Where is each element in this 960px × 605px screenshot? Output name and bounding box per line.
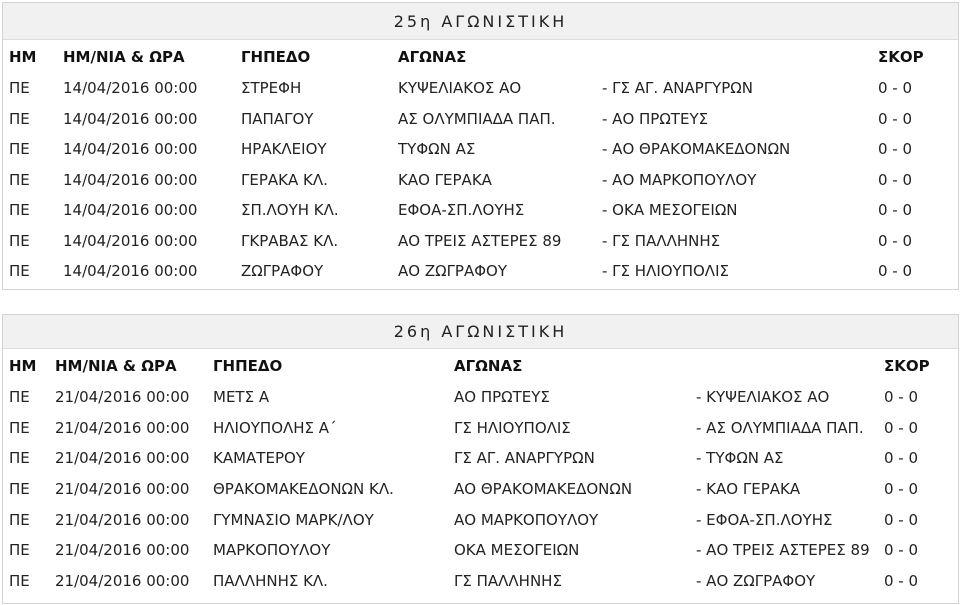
away-team-cell: - ΑΟ ΤΡΕΙΣ ΑΣΤΕΡΕΣ 89 bbox=[696, 541, 870, 560]
score-cell: 0 - 0 bbox=[884, 480, 919, 499]
datetime-cell: 14/04/2016 00:00 bbox=[63, 79, 198, 98]
venue-cell: ΗΛΙΟΥΠΟΛΗΣ Α΄ bbox=[213, 418, 337, 437]
score-cell: 0 - 0 bbox=[878, 79, 913, 98]
away-team-cell: - ΑΟ ΘΡΑΚΟΜΑΚΕΔΟΝΩΝ bbox=[602, 140, 791, 159]
table-header-row bbox=[3, 40, 956, 73]
day-cell: ΠΕ bbox=[9, 418, 30, 437]
away-team-cell: - ΕΦΟΑ-ΣΠ.ΛΟΥΗΣ bbox=[696, 510, 833, 529]
day-cell: ΠΕ bbox=[9, 201, 30, 220]
day-cell: ΠΕ bbox=[9, 140, 30, 159]
home-team-cell: ΟΚΑ ΜΕΣΟΓΕΙΩΝ bbox=[454, 541, 580, 560]
away-team-cell: - ΑΟ ΠΡΩΤΕΥΣ bbox=[602, 109, 709, 128]
header-day: ΗΜ bbox=[9, 356, 37, 375]
day-cell: ΠΕ bbox=[9, 79, 30, 98]
venue-cell: ΣΤΡΕΦΗ bbox=[241, 79, 302, 98]
datetime-cell: 21/04/2016 00:00 bbox=[55, 571, 190, 590]
venue-cell: ΓΕΡΑΚΑ ΚΛ. bbox=[241, 170, 328, 189]
datetime-cell: 21/04/2016 00:00 bbox=[55, 480, 190, 499]
header-datetime: ΗΜ/ΝΙΑ & ΩΡΑ bbox=[63, 47, 185, 66]
home-team-cell: ΑΟ ΤΡΕΙΣ ΑΣΤΕΡΕΣ 89 bbox=[398, 231, 562, 250]
day-cell: ΠΕ bbox=[9, 541, 30, 560]
venue-cell: ΚΑΜΑΤΕΡΟΥ bbox=[213, 449, 305, 468]
away-team-cell: - ΑΟ ΜΑΡΚΟΠΟΥΛΟΥ bbox=[602, 170, 757, 189]
home-team-cell: ΑΟ ΜΑΡΚΟΠΟΥΛΟΥ bbox=[454, 510, 599, 529]
datetime-cell: 14/04/2016 00:00 bbox=[63, 231, 198, 250]
away-team-cell: - ΚΥΨΕΛΙΑΚΟΣ ΑΟ bbox=[696, 388, 830, 407]
table-row bbox=[3, 256, 956, 287]
table-row bbox=[3, 382, 956, 413]
table-row bbox=[3, 195, 956, 226]
datetime-cell: 14/04/2016 00:00 bbox=[63, 262, 198, 281]
table-row bbox=[3, 165, 956, 196]
score-cell: 0 - 0 bbox=[884, 541, 919, 560]
header-score: ΣΚΟΡ bbox=[884, 356, 930, 375]
away-team-cell: - ΓΣ ΠΑΛΛΗΝΗΣ bbox=[602, 231, 721, 250]
header-datetime: ΗΜ/ΝΙΑ & ΩΡΑ bbox=[55, 356, 177, 375]
score-cell: 0 - 0 bbox=[884, 418, 919, 437]
away-team-cell: - ΓΣ ΑΓ. ΑΝΑΡΓΥΡΩΝ bbox=[602, 79, 753, 98]
home-team-cell: ΚΑΟ ΓΕΡΑΚΑ bbox=[398, 170, 492, 189]
day-cell: ΠΕ bbox=[9, 109, 30, 128]
venue-cell: ΠΑΛΛΗΝΗΣ ΚΛ. bbox=[213, 571, 328, 590]
header-match: ΑΓΩΝΑΣ bbox=[454, 356, 523, 375]
score-cell: 0 - 0 bbox=[878, 140, 913, 159]
fixtures-table bbox=[3, 40, 956, 287]
score-cell: 0 - 0 bbox=[878, 201, 913, 220]
round-title: 26η ΑΓΩΝΙΣΤΙΚΗ bbox=[3, 315, 958, 349]
venue-cell: ΜΕΤΣ Α bbox=[213, 388, 270, 407]
score-cell: 0 - 0 bbox=[884, 571, 919, 590]
venue-cell: ΓΚΡΑΒΑΣ ΚΛ. bbox=[241, 231, 339, 250]
home-team-cell: ΤΥΦΩΝ ΑΣ bbox=[398, 140, 476, 159]
home-team-cell: ΕΦΟΑ-ΣΠ.ΛΟΥΗΣ bbox=[398, 201, 525, 220]
table-row bbox=[3, 73, 956, 104]
venue-cell: ΗΡΑΚΛΕΙΟΥ bbox=[241, 140, 327, 159]
home-team-cell: ΓΣ ΑΓ. ΑΝΑΡΓΥΡΩΝ bbox=[454, 449, 595, 468]
home-team-cell: ΓΣ ΗΛΙΟΥΠΟΛΙΣ bbox=[454, 418, 571, 437]
table-header-row bbox=[3, 349, 956, 382]
datetime-cell: 14/04/2016 00:00 bbox=[63, 109, 198, 128]
datetime-cell: 14/04/2016 00:00 bbox=[63, 201, 198, 220]
datetime-cell: 21/04/2016 00:00 bbox=[55, 388, 190, 407]
table-row bbox=[3, 413, 956, 444]
venue-cell: ΖΩΓΡΑΦΟΥ bbox=[241, 262, 324, 281]
round-25-panel bbox=[2, 2, 959, 290]
round-title: 25η ΑΓΩΝΙΣΤΙΚΗ bbox=[3, 3, 958, 40]
round-26-panel bbox=[2, 314, 959, 604]
datetime-cell: 14/04/2016 00:00 bbox=[63, 170, 198, 189]
day-cell: ΠΕ bbox=[9, 480, 30, 499]
home-team-cell: ΚΥΨΕΛΙΑΚΟΣ ΑΟ bbox=[398, 79, 522, 98]
away-team-cell: - ΟΚΑ ΜΕΣΟΓΕΙΩΝ bbox=[602, 201, 738, 220]
datetime-cell: 21/04/2016 00:00 bbox=[55, 418, 190, 437]
venue-cell: ΣΠ.ΛΟΥΗ ΚΛ. bbox=[241, 201, 339, 220]
home-team-cell: ΑΣ ΟΛΥΜΠΙΑΔΑ ΠΑΠ. bbox=[398, 109, 556, 128]
venue-cell: ΘΡΑΚΟΜΑΚΕΔΟΝΩΝ ΚΛ. bbox=[213, 480, 394, 499]
table-row bbox=[3, 134, 956, 165]
home-team-cell: ΓΣ ΠΑΛΛΗΝΗΣ bbox=[454, 571, 562, 590]
score-cell: 0 - 0 bbox=[878, 231, 913, 250]
header-venue: ΓΗΠΕΔΟ bbox=[241, 47, 311, 66]
header-score: ΣΚΟΡ bbox=[878, 47, 924, 66]
day-cell: ΠΕ bbox=[9, 262, 30, 281]
datetime-cell: 21/04/2016 00:00 bbox=[55, 510, 190, 529]
datetime-cell: 14/04/2016 00:00 bbox=[63, 140, 198, 159]
table-row bbox=[3, 104, 956, 135]
score-cell: 0 - 0 bbox=[878, 170, 913, 189]
day-cell: ΠΕ bbox=[9, 449, 30, 468]
away-team-cell: - ΓΣ ΗΛΙΟΥΠΟΛΙΣ bbox=[602, 262, 729, 281]
day-cell: ΠΕ bbox=[9, 170, 30, 189]
fixtures-table bbox=[3, 349, 956, 596]
score-cell: 0 - 0 bbox=[884, 510, 919, 529]
score-cell: 0 - 0 bbox=[878, 262, 913, 281]
away-team-cell: - ΑΟ ΖΩΓΡΑΦΟΥ bbox=[696, 571, 816, 590]
table-row bbox=[3, 566, 956, 597]
venue-cell: ΓΥΜΝΑΣΙΟ ΜΑΡΚ/ΛΟΥ bbox=[213, 510, 374, 529]
table-row bbox=[3, 535, 956, 566]
table-row bbox=[3, 474, 956, 505]
header-away bbox=[696, 349, 884, 382]
header-venue: ΓΗΠΕΔΟ bbox=[213, 356, 283, 375]
day-cell: ΠΕ bbox=[9, 388, 30, 407]
venue-cell: ΜΑΡΚΟΠΟΥΛΟΥ bbox=[213, 541, 331, 560]
day-cell: ΠΕ bbox=[9, 510, 30, 529]
away-team-cell: - ΤΥΦΩΝ ΑΣ bbox=[696, 449, 784, 468]
score-cell: 0 - 0 bbox=[884, 449, 919, 468]
header-match: ΑΓΩΝΑΣ bbox=[398, 47, 467, 66]
day-cell: ΠΕ bbox=[9, 231, 30, 250]
home-team-cell: ΑΟ ΖΩΓΡΑΦΟΥ bbox=[398, 262, 508, 281]
datetime-cell: 21/04/2016 00:00 bbox=[55, 449, 190, 468]
day-cell: ΠΕ bbox=[9, 571, 30, 590]
home-team-cell: ΑΟ ΘΡΑΚΟΜΑΚΕΔΟΝΩΝ bbox=[454, 480, 633, 499]
score-cell: 0 - 0 bbox=[878, 109, 913, 128]
venue-cell: ΠΑΠΑΓΟΥ bbox=[241, 109, 314, 128]
table-row bbox=[3, 443, 956, 474]
away-team-cell: - ΚΑΟ ΓΕΡΑΚΑ bbox=[696, 480, 801, 499]
datetime-cell: 21/04/2016 00:00 bbox=[55, 541, 190, 560]
home-team-cell: ΑΟ ΠΡΩΤΕΥΣ bbox=[454, 388, 550, 407]
table-row bbox=[3, 504, 956, 535]
score-cell: 0 - 0 bbox=[884, 388, 919, 407]
header-away bbox=[602, 40, 878, 73]
table-row bbox=[3, 226, 956, 257]
away-team-cell: - ΑΣ ΟΛΥΜΠΙΑΔΑ ΠΑΠ. bbox=[696, 418, 864, 437]
header-day: ΗΜ bbox=[9, 47, 37, 66]
